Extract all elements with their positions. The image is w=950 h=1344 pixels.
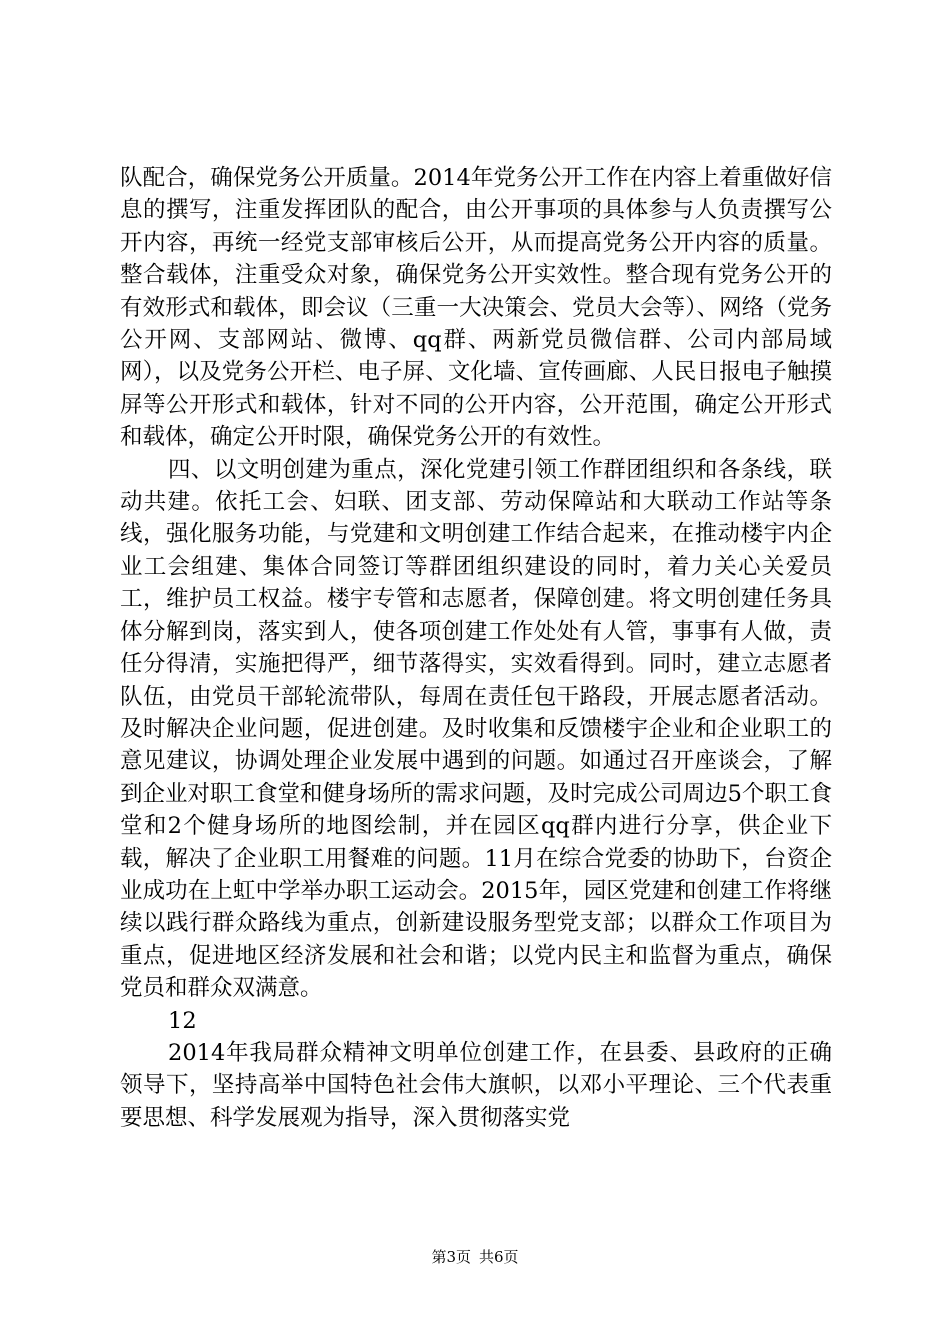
paragraph-continuation: 队配合，确保党务公开质量。2014年党务公开工作在内容上着重做好信息的撰写，注重发挥团队的配合，由公开事项的具体参与人负责撰写公开内容，再统一经党支部审核后公开，从而提高党务公开内容的质量。整合载体，注重受众对象，确保党务公开实效性。整合现有党务公开的有效形式和载体，即会议（三重一大决策会、党员大会等）、网络（党务公开网、支部网站、微博、qq群、两新党员微信群、公司内部局域网），以及党务公开栏、电子屏、文化墙、宣传画廊、人民日报电子触摸屏等公开形式和载体，针对不同的公开内容，公开范围，确定公开形式和载体，确定公开时限，确保党务公开的有效性。 — [120, 165, 832, 451]
page-number: 第3页 — [431, 1248, 471, 1266]
document-body — [120, 162, 832, 1134]
paragraph-2014-creation: 2014年我局群众精神文明单位创建工作，在县委、县政府的正确领导下，坚持高举中国特色社会伟大旗帜，以邓小平理论、三个代表重要思想、科学发展观为指导，深入贯彻落实党 — [120, 1039, 832, 1131]
paragraph-section-four: 四、以文明创建为重点，深化党建引领工作群团组织和各条线，联动共建。依托工会、妇联、团支部、劳动保障站和大联动工作站等条线，强化服务功能，与党建和文明创建工作结合起来，在推动楼宇内企业工会组建、集体合同签订等群团组织建设的同时，着力关心关爱员工，维护员工权益。楼宇专管和志愿者，保障创建。将文明创建任务具体分解到岗，落实到人，使各项创建工作处处有人管，事事有人做，责任分得清，实施把得严，细节落得实，实效看得到。同时，建立志愿者队伍，由党员干部轮流带队，每周在责任包干路段，开展志愿者活动。及时解决企业问题，促进创建。及时收集和反馈楼宇企业和企业职工的意见建议，协调处理企业发展中遇到的问题。如通过召开座谈会，了解到企业对职工食堂和健身场所的需求问题，及时完成公司周边5个职工食堂和2个健身场所的地图绘制，并在园区qq群内进行分享，供企业下载，解决了企业职工用餐难的问题。11月在综合党委的协助下，台资企业成功在上虹中学举办职工运动会。2015年，园区党建和创建工作将继续以践行群众路线为重点，创新建设服务型党支部；以群众工作项目为重点，促进地区经济发展和社会和谐；以党内民主和监督为重点，确保党员和群众双满意。 — [120, 456, 832, 1002]
section-number: 12 — [168, 1007, 197, 1034]
page-total: 共6页 — [479, 1248, 519, 1266]
page-footer — [0, 1246, 950, 1267]
